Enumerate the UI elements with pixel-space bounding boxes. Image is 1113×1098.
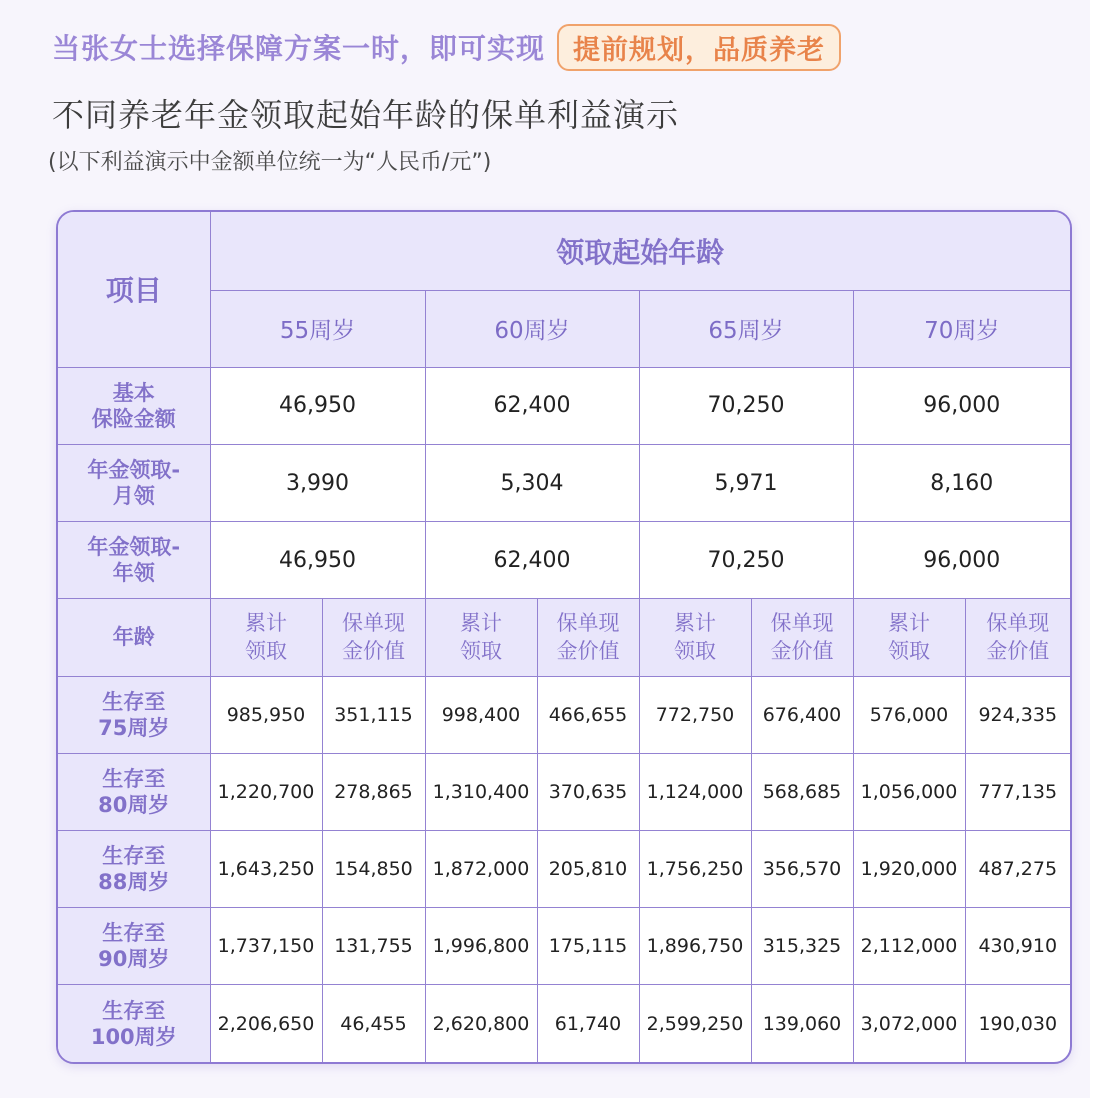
cumulative-header: 累计 领取 [425, 599, 537, 676]
age-header-55: 55周岁 [210, 290, 425, 367]
table-cell: 466,655 [537, 676, 639, 753]
annual-annuity-row [58, 522, 1070, 599]
age-header-70: 70周岁 [853, 290, 1070, 367]
monthly-annuity-row [58, 445, 1070, 522]
table-cell: 1,896,750 [639, 908, 751, 985]
table-cell: 278,865 [322, 753, 425, 830]
table-cell: 175,115 [537, 908, 639, 985]
table-cell: 1,056,000 [853, 753, 965, 830]
table-cell: 576,000 [853, 676, 965, 753]
table-cell: 62,400 [425, 522, 639, 599]
cash-value-header: 保单现 金价值 [322, 599, 425, 676]
table-row [58, 676, 1070, 753]
benefit-table [58, 212, 1070, 1062]
table-cell: 1,124,000 [639, 753, 751, 830]
table-cell: 985,950 [210, 676, 322, 753]
row-label: 生存至 88周岁 [58, 830, 210, 907]
page-title: 不同养老年金领取起始年龄的保单利益演示 [52, 96, 680, 134]
table-cell: 46,455 [322, 985, 425, 1062]
cash-value-header: 保单现 金价值 [537, 599, 639, 676]
table-cell: 487,275 [965, 830, 1070, 907]
headline-text: 当张女士选择保障方案一时，即可实现 [52, 32, 546, 65]
basic-sum-insured-row [58, 367, 1070, 444]
table-cell: 46,950 [210, 367, 425, 444]
table-cell: 1,756,250 [639, 830, 751, 907]
headline [52, 24, 841, 70]
table-cell: 315,325 [751, 908, 853, 985]
table-cell: 370,635 [537, 753, 639, 830]
table-cell: 1,996,800 [425, 908, 537, 985]
table-cell: 96,000 [853, 522, 1070, 599]
cash-value-header: 保单现 金价值 [751, 599, 853, 676]
age-label: 年龄 [58, 599, 210, 676]
table-cell: 5,304 [425, 445, 639, 522]
table-row [58, 830, 1070, 907]
row-label: 基本 保险金额 [58, 367, 210, 444]
cumulative-header: 累计 领取 [210, 599, 322, 676]
row-label: 生存至 100周岁 [58, 985, 210, 1062]
table-cell: 351,115 [322, 676, 425, 753]
table-cell: 61,740 [537, 985, 639, 1062]
table-cell: 62,400 [425, 367, 639, 444]
cumulative-header: 累计 领取 [853, 599, 965, 676]
table-row [58, 908, 1070, 985]
table-cell: 1,643,250 [210, 830, 322, 907]
table-cell: 70,250 [639, 367, 853, 444]
row-label: 生存至 80周岁 [58, 753, 210, 830]
table-cell: 2,599,250 [639, 985, 751, 1062]
row-label: 年金领取- 月领 [58, 445, 210, 522]
age-header-row [58, 290, 1070, 367]
benefit-table-container [56, 210, 1072, 1064]
start-age-group-header: 领取起始年龄 [210, 212, 1070, 290]
cash-value-header: 保单现 金价值 [965, 599, 1070, 676]
table-cell: 190,030 [965, 985, 1070, 1062]
table-cell: 3,072,000 [853, 985, 965, 1062]
table-cell: 777,135 [965, 753, 1070, 830]
table-cell: 96,000 [853, 367, 1070, 444]
table-cell: 356,570 [751, 830, 853, 907]
table-cell: 568,685 [751, 753, 853, 830]
table-row [58, 753, 1070, 830]
table-cell: 430,910 [965, 908, 1070, 985]
table-cell: 154,850 [322, 830, 425, 907]
group-header-row [58, 212, 1070, 290]
headline-highlight-badge: 提前规划，品质养老 [557, 24, 841, 71]
table-cell: 1,872,000 [425, 830, 537, 907]
cumulative-header: 累计 领取 [639, 599, 751, 676]
table-cell: 998,400 [425, 676, 537, 753]
table-cell: 139,060 [751, 985, 853, 1062]
sub-header-row [58, 599, 1070, 676]
row-label: 生存至 75周岁 [58, 676, 210, 753]
table-cell: 1,737,150 [210, 908, 322, 985]
table-cell: 2,620,800 [425, 985, 537, 1062]
row-label: 生存至 90周岁 [58, 908, 210, 985]
table-cell: 1,310,400 [425, 753, 537, 830]
table-cell: 2,112,000 [853, 908, 965, 985]
table-cell: 205,810 [537, 830, 639, 907]
table-cell: 46,950 [210, 522, 425, 599]
age-header-65: 65周岁 [639, 290, 853, 367]
table-cell: 5,971 [639, 445, 853, 522]
currency-note: (以下利益演示中金额单位统一为“人民币/元”) [48, 150, 492, 175]
table-cell: 1,920,000 [853, 830, 965, 907]
table-cell: 772,750 [639, 676, 751, 753]
table-row [58, 985, 1070, 1062]
table-cell: 131,755 [322, 908, 425, 985]
table-cell: 924,335 [965, 676, 1070, 753]
age-header-60: 60周岁 [425, 290, 639, 367]
table-cell: 70,250 [639, 522, 853, 599]
table-cell: 1,220,700 [210, 753, 322, 830]
row-label: 年金领取- 年领 [58, 522, 210, 599]
table-cell: 676,400 [751, 676, 853, 753]
item-header: 项目 [58, 212, 210, 367]
table-cell: 8,160 [853, 445, 1070, 522]
table-cell: 3,990 [210, 445, 425, 522]
table-cell: 2,206,650 [210, 985, 322, 1062]
